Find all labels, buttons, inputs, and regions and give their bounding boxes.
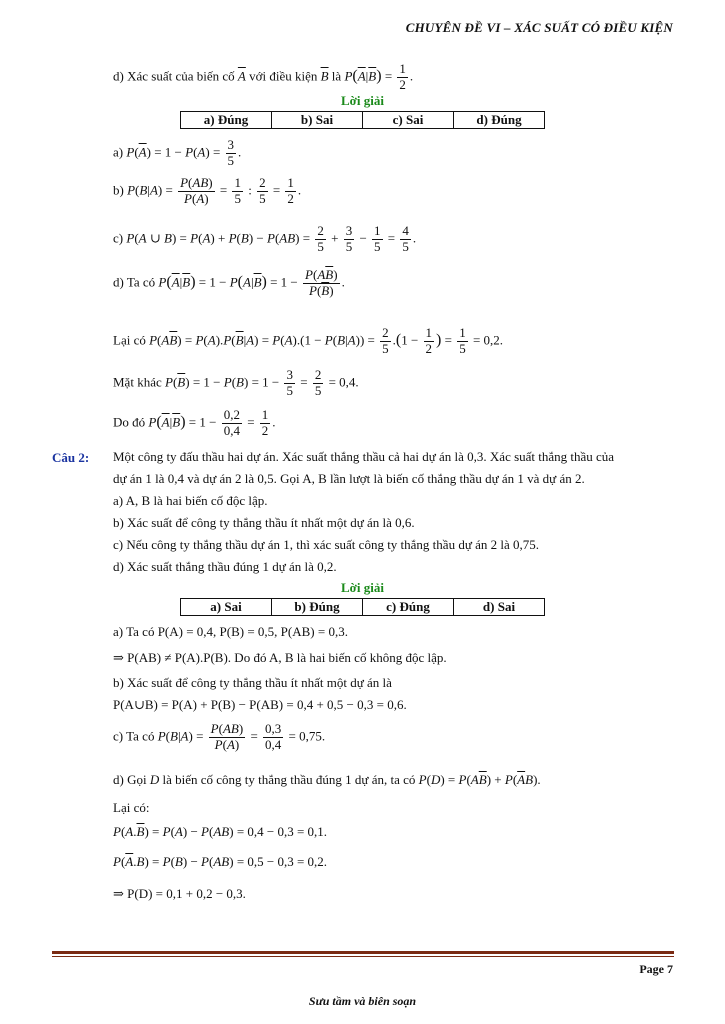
page-header-title: CHUYÊN ĐỀ VI – XÁC SUẤT CÓ ĐIỀU KIỆN bbox=[405, 20, 673, 35]
part1-sol-b: b) P(B|A) = $\frac{P(AB)}{P(A)}$ = $\frac{1}{5}$ : $\frac{2}{5}$ = $\frac{1}{2}$ . bbox=[113, 175, 302, 206]
answer-cell: a) Sai bbox=[181, 599, 272, 616]
answer-cell: c) Sai bbox=[363, 112, 454, 129]
option-c: c) Nếu công ty thắng thầu dự án 1, thì xác suất công ty thắng thầu dự án 2 là 0,75. bbox=[113, 537, 540, 552]
cau2-sol-d3: $P(A.\overline{B}) = P(A) - P(AB) = 0,4 - 0,3 = 0,1$. bbox=[113, 824, 328, 839]
part1-sol-a: a) $P(\overline{A}) = 1 - P(A)$ = $\frac{3}{5}$ . bbox=[113, 137, 242, 168]
page-number: Page 7 bbox=[639, 962, 673, 976]
footer-divider bbox=[52, 951, 674, 954]
part1-sol-c: c) P(A ∪ B) = P(A) + P(B) − P(AB) = $\frac{2}{5}$ + $\frac{3}{5}$ − $\frac{1}{5}$ = $\frac{4}{5}$ . bbox=[113, 223, 417, 254]
stem-line: dự án 1 là 0,4 và dự án 2 là 0,5. Gọi A, B lần lượt là biến cố thắng thầu dự án 1 và dự án 2. bbox=[113, 471, 585, 486]
answer-cell: d) Sai bbox=[454, 599, 545, 616]
stem-line: Một công ty đấu thầu hai dự án. Xác suất thắng thầu cả hai dự án là 0,3. Xác suất thắng thầu của bbox=[113, 449, 615, 464]
part1-item-d: d) Xác suất của biến cố $\overline{A}$ với điều kiện $\overline{B}$ là $P(\overline{A}|\overline{B})$ = $\frac{1}{2}$ . bbox=[113, 61, 414, 92]
answer-cell: a) Đúng bbox=[181, 112, 272, 129]
answer-cell: b) Sai bbox=[272, 112, 363, 129]
answer-cell: d) Đúng bbox=[454, 112, 545, 129]
cau2-sol-d2: Lại có: bbox=[113, 800, 150, 815]
cau2-sol-d4: $P(\overline{A}.B) = P(B) - P(AB) = 0,5 - 0,3 = 0,2$. bbox=[113, 854, 328, 869]
footer-text: Sưu tầm và biên soạn bbox=[308, 994, 417, 1008]
footer-divider bbox=[52, 956, 674, 957]
cau2-solution-title: Lời giải bbox=[341, 580, 384, 595]
part1-sol-d: d) Ta có $P(\overline{A}|\overline{B}) = 1 - P(A|\overline{B}) = 1$ − $\frac{P(A\overline{B})}{P(\overline{B})}$ . bbox=[113, 267, 345, 298]
option-b: b) Xác suất để công ty thắng thầu ít nhất một dự án là 0,6. bbox=[113, 515, 415, 530]
part1-answer-table bbox=[180, 111, 545, 129]
cau2-sol-d1: d) Gọi D là biến cố công ty thắng thầu đúng 1 dự án, ta có $P(D) = P(A\overline{B}) + P(\overline{A}B)$. bbox=[113, 772, 541, 787]
cau2-sol-a2: ⇒ P(AB) ≠ P(A).P(B). Do đó A, B là hai biến cố không độc lập. bbox=[113, 650, 447, 665]
answer-cell: b) Đúng bbox=[272, 599, 363, 616]
part1-do-do: Do đó $P(\overline{A}|\overline{B}) = 1$ − $\frac{0,2}{0,4}$ = $\frac{1}{2}$ . bbox=[113, 407, 276, 438]
cau2-sol-d5: ⇒ P(D) = 0,1 + 0,2 − 0,3. bbox=[113, 886, 246, 901]
cau2-sol-b2: P(A∪B) = P(A) + P(B) − P(AB) = 0,4 + 0,5 − 0,3 = 0,6. bbox=[113, 697, 407, 712]
answer-cell: c) Đúng bbox=[363, 599, 454, 616]
part1-lai-co: Lại có $P(A\overline{B}) = P(A).P(\overline{B}|A) = P(A).(1 - P(B|A))$ = $\frac{2}{5}$ .(1 − $\frac{1}{2}$ ) = $\frac{1}{5}$ = 0,2. bbox=[113, 325, 504, 356]
question-2-stem bbox=[113, 446, 678, 578]
cau2-answer-table bbox=[180, 598, 545, 616]
option-d: d) Xác suất thắng thầu đúng 1 dự án là 0,2. bbox=[113, 559, 337, 574]
question-label: Câu 2: bbox=[52, 450, 90, 465]
cau2-sol-b1: b) Xác suất để công ty thắng thầu ít nhất một dự án là bbox=[113, 675, 392, 690]
option-a: a) A, B là hai biến cố độc lập. bbox=[113, 493, 268, 508]
cau2-sol-a1: a) Ta có P(A) = 0,4, P(B) = 0,5, P(AB) = 0,3. bbox=[113, 624, 348, 639]
part1-solution-title: Lời giải bbox=[341, 93, 384, 108]
part1-mat-khac: Mặt khác $P(\overline{B}) = 1 - P(B) = 1$ − $\frac{3}{5}$ = $\frac{2}{5}$ = 0,4. bbox=[113, 367, 359, 398]
cau2-sol-c: c) Ta có P(B|A) = $\frac{P(AB)}{P(A)}$ = $\frac{0,3}{0,4}$ = 0,75. bbox=[113, 721, 326, 752]
